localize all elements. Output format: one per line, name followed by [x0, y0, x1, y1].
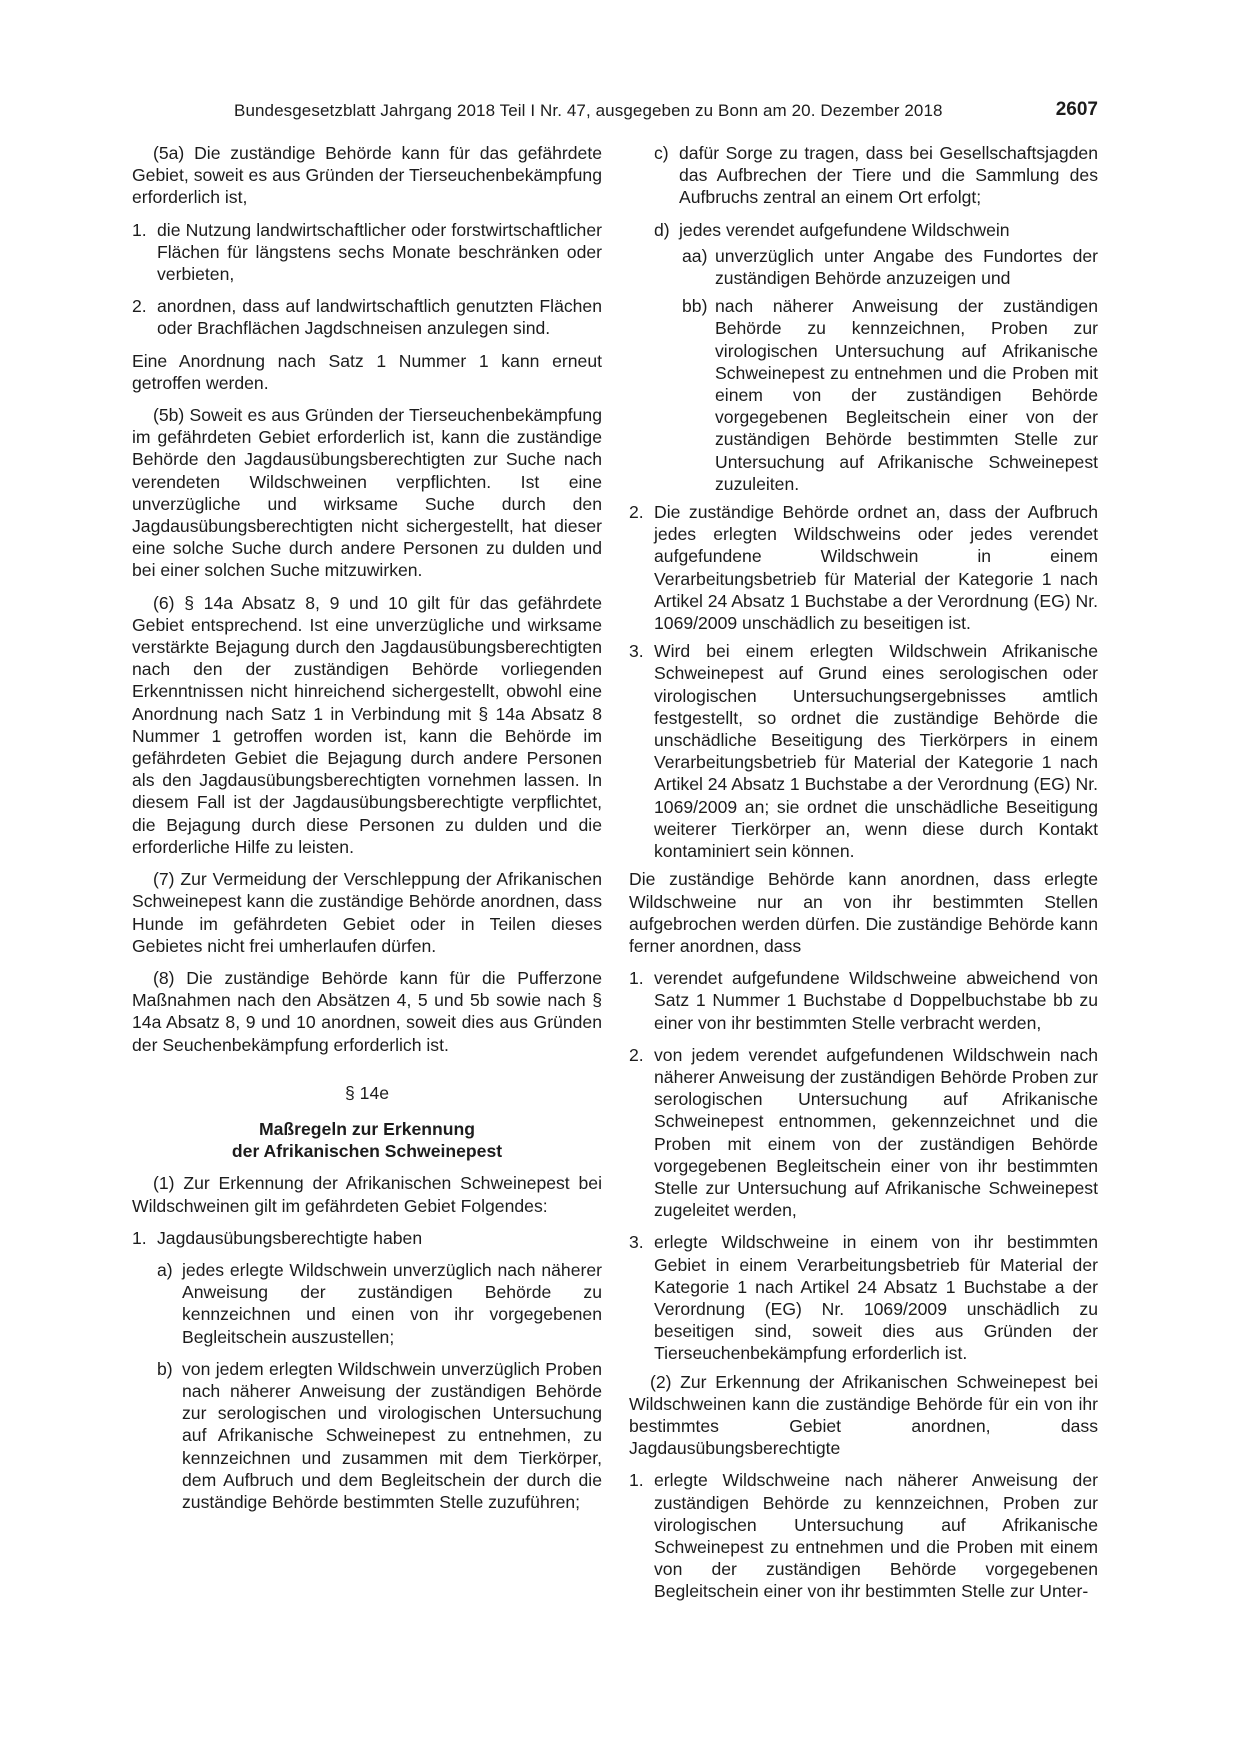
sub-sub-item-marker: bb) — [682, 296, 708, 317]
item-text: erlegte Wildschweine in einem von ihr bestimmten Gebiet in einem Verarbeitungsbetrieb für Material der Kategorie 1 nach Artikel 24 Absatz 1 Buchstabe a der Verordnung (EG) Nr. 1069/2009 unschädlich zu beseitigen sind, soweit dies aus Gründen der Tierseuchenbekämpfung erforderlich ist. — [654, 1232, 1098, 1364]
item-text: verendet aufgefundene Wildschweine abweichend von Satz 1 Nummer 1 Buchstabe d Doppelbuchstabe bb zu einer von ihr bestimmten Stelle verbracht werden, — [654, 968, 1098, 1033]
sub-item-text: von jedem erlegten Wildschwein unverzüglich Proben nach näherer Anweisung der zuständigen Behörde zur serologischen und virologischen Untersuchung auf Afrikanische Schweinepest zu entnehmen, zu kennzeichnen und zusammen mit dem Tierkörper, dem Aufbruch und dem Begleitschein der durch die zuständige Behörde bestimmten Stelle zuzuführen; — [182, 1358, 602, 1512]
item-number: 3. — [629, 641, 644, 662]
paragraph-14e-2: (2) Zur Erkennung der Afrikanischen Schweinepest bei Wildschweinen kann die zuständige Behörde für ein von ihr bestimmtes Gebiet anordnen, dass Jagdausübungsberechtigte — [629, 1371, 1098, 1459]
item-number: 2. — [132, 296, 147, 317]
sub-item-text: jedes erlegte Wildschwein unverzüglich nach näherer Anweisung der zuständigen Behörde zu kennzeichnen und einen von ihr vorgegebenen Begleitschein auszustellen; — [182, 1259, 602, 1347]
gazette-title: Bundesgesetzblatt Jahrgang 2018 Teil I Nr. 47, ausgegeben zu Bonn am 20. Dezember 2018 — [234, 101, 943, 120]
left-column — [132, 142, 602, 1523]
section-title — [132, 1118, 602, 1162]
sub-sub-item-text: unverzüglich unter Angabe des Fundortes der zuständigen Behörde anzuzeigen und — [715, 245, 1098, 289]
item-number: 3. — [629, 1232, 644, 1253]
item-text: anordnen, dass auf landwirtschaftlich genutzten Flächen oder Brachflächen Jagdschneisen anzulegen sind. — [157, 296, 602, 339]
list-item — [132, 295, 602, 339]
sub-sub-item-marker: aa) — [682, 245, 708, 266]
page-header — [234, 99, 1098, 125]
paragraph-6: (6) § 14a Absatz 8, 9 und 10 gilt für das gefährdete Gebiet entsprechend. Ist eine unverzügliche und wirksame verstärkte Bejagung durch den Jagdausübungsberechtigten nach den der zuständigen Behörde vorliegenden Erkenntnissen nicht hinreichend sichergestellt, obwohl eine Anordnung nach Satz 1 in Verbindung mit § 14a Absatz 8 Nummer 1 getroffen worden ist, kann die Behörde im gefährdeten Gebiet die Bejagung durch andere Personen als den Jagdausübungsberechtigten vornehmen lassen. In diesem Fall ist der Jagdausübungsberechtigte verpflichtet, die Bejagung durch diese Personen zu dulden und die erforderliche Hilfe zu leisten. — [132, 592, 602, 857]
sub-item — [654, 219, 1098, 241]
page-number: 2607 — [1055, 99, 1098, 120]
list-item — [629, 1469, 1098, 1602]
item-number: 2. — [629, 502, 644, 523]
sub-item — [157, 1358, 602, 1513]
list-item — [629, 640, 1098, 862]
item-text: Wird bei einem erlegten Wildschwein Afrikanische Schweinepest auf Grund eines serologischen oder virologischen Untersuchungsergebnisses amtlich festgestellt, so ordnet die zuständige Behörde die unschädliche Beseitigung des Tierkörpers in einem Verarbeitungsbetrieb für Material der Kategorie 1 nach Artikel 24 Absatz 1 Buchstabe a der Verordnung (EG) Nr. 1069/2009 an; sie ordnet die unschädliche Beseitigung weiterer Tierkörper an, wenn diese durch Kontakt kontaminiert sein können. — [654, 641, 1098, 862]
list-item — [132, 219, 602, 286]
list-item — [629, 1231, 1098, 1364]
item-number: 1. — [132, 219, 147, 240]
sub-item-text: jedes verendet aufgefundene Wildschwein — [679, 219, 1010, 240]
item-text: erlegte Wildschweine nach näherer Anweisung der zuständigen Behörde zu kennzeichnen, Proben zur virologischen Untersuchung auf Afrikanische Schweinepest zu entnehmen und die Proben mit einem von der zuständigen Behörde vorgegebenen Begleitschein einer von ihr bestimmten Stelle zur Unter- — [654, 1470, 1098, 1602]
paragraph-7: (7) Zur Vermeidung der Verschleppung der Afrikanischen Schweinepest kann die zuständige Behörde anordnen, dass Hunde im gefährdeten Gebiet oder in Teilen dieses Gebietes nicht frei umherlaufen dürfen. — [132, 869, 602, 956]
section-title-line: Maßregeln zur Erkennung — [258, 1118, 476, 1139]
item-number: 1. — [629, 1470, 644, 1491]
paragraph-5a-continuation: Eine Anordnung nach Satz 1 Nummer 1 kann erneut getroffen werden. — [132, 350, 602, 393]
item-text: Die zuständige Behörde ordnet an, dass der Aufbruch jedes erlegten Wildschweins oder jedes verendet aufgefundene Wildschwein in einem Verarbeitungsbetrieb für Material der Kategorie 1 nach Artikel 24 Absatz 1 Buchstabe a der Verordnung (EG) Nr. 1069/2009 unschädlich zu beseitigen ist. — [654, 502, 1098, 634]
sub-item — [157, 1259, 602, 1348]
sub-sub-item-text: nach näherer Anweisung der zuständigen Behörde zu kennzeichnen, Proben zur virologischen Untersuchung auf Afrikanische Schweinepest zu entnehmen und die Proben mit einem von der zuständigen Behörde vorgegebenen Begleitschein einer von der zuständigen Behörde bestimmten Stelle zur Untersuchung auf Afrikanische Schweinepest zuzuleiten. — [715, 296, 1098, 494]
paragraph-14e-1-continuation: Die zuständige Behörde kann anordnen, dass erlegte Wildschweine nur an von ihr bestimmten Stellen aufgebrochen werden dürfen. Die zuständige Behörde kann ferner anordnen, dass — [629, 869, 1098, 956]
sub-sub-item — [682, 245, 1098, 289]
list-item — [132, 1227, 602, 1249]
paragraph-5b: (5b) Soweit es aus Gründen der Tierseuchenbekämpfung im gefährdeten Gebiet erforderlich ist, kann die zuständige Behörde den Jagdausübungsberechtigten zur Suche nach verendeten Wildschweinen verpflichten. Ist eine unverzügliche und wirksame Suche durch den Jagdausübungsberechtigten nicht sichergestellt, hat dieser eine solche Suche durch andere Personen zu dulden und bei einer solchen Suche mitzuwirken. — [132, 405, 602, 581]
paragraph-14e-1: (1) Zur Erkennung der Afrikanischen Schweinepest bei Wildschweinen gilt im gefährdeten Gebiet Folgendes: — [132, 1173, 602, 1216]
item-text: von jedem verendet aufgefundenen Wildschwein nach näherer Anweisung der zuständigen Behörde Proben zur serologischen Untersuchung auf Afrikanische Schweinepest entnommen, gekennzeichnet und die Proben mit einem von der zuständigen Behörde vorgegebenen Begleitschein einer von ihr bestimmten Stelle zur Untersuchung auf Afrikanische Schweinepest zugeleitet werden, — [654, 1044, 1098, 1221]
paragraph-5a: (5a) Die zuständige Behörde kann für das gefährdete Gebiet, soweit es aus Gründen der Tierseuchenbekämpfung erforderlich ist, — [132, 143, 602, 208]
list-item — [629, 1044, 1098, 1222]
section-symbol: § 14e — [344, 1082, 390, 1103]
sub-sub-item — [682, 295, 1098, 495]
sub-item-marker: b) — [157, 1358, 173, 1379]
sub-item-text: dafür Sorge zu tragen, dass bei Gesellschaftsjagden das Aufbrechen der Tiere und die Sammlung des Aufbruchs zentral an einem Ort erfolgt; — [679, 143, 1098, 208]
item-text: die Nutzung landwirtschaftlicher oder forstwirtschaftlicher Flächen für längstens sechs Monate beschränken oder verbieten, — [157, 219, 602, 285]
section-title-line: der Afrikanischen Schweinepest — [231, 1141, 503, 1162]
list-item — [629, 967, 1098, 1034]
list-item — [629, 501, 1098, 634]
item-number: 1. — [132, 1227, 147, 1248]
sub-item-marker: c) — [654, 143, 669, 163]
sub-item — [654, 142, 1098, 209]
item-number: 1. — [629, 968, 644, 989]
paragraph-8: (8) Die zuständige Behörde kann für die Pufferzone Maßnahmen nach den Absätzen 4, 5 und 5b sowie nach § 14a Absatz 8, 9 und 10 anordnen, soweit dies aus Gründen der Seuchenbekämpfung erforderlich ist. — [132, 967, 602, 1055]
item-number: 2. — [629, 1044, 644, 1065]
right-column — [629, 142, 1098, 1613]
sub-item-marker: d) — [654, 219, 670, 240]
item-text: Jagdausübungsberechtigte haben — [157, 1227, 423, 1248]
sub-item-marker: a) — [157, 1259, 173, 1280]
